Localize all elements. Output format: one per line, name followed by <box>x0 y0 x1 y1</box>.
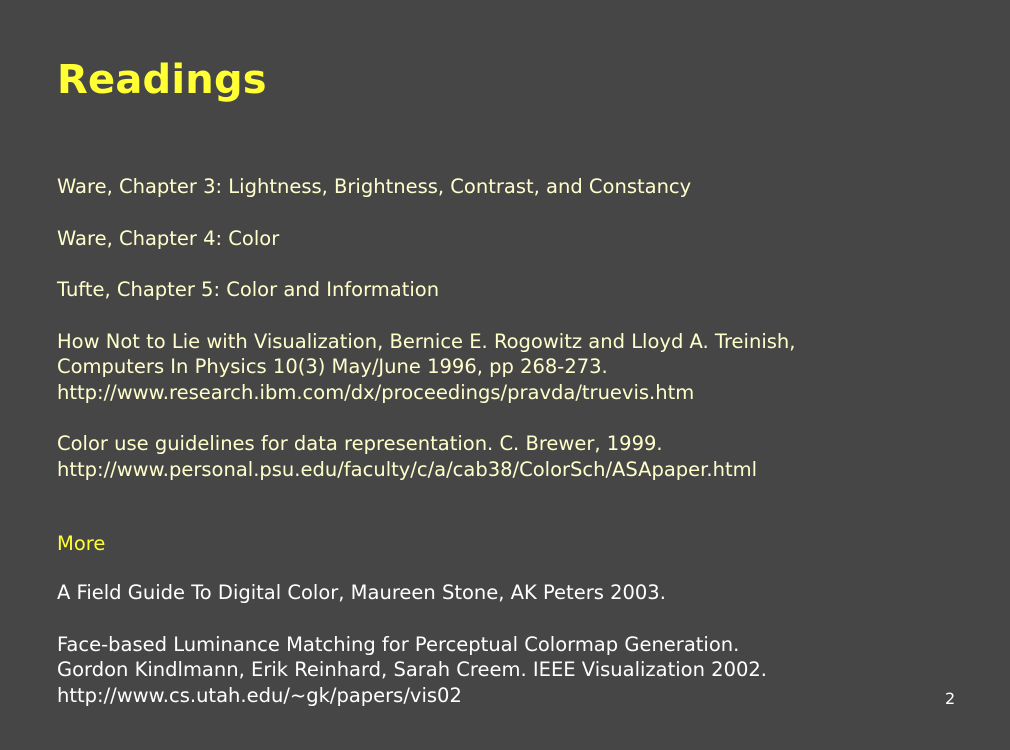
reading-url: http://www.research.ibm.com/dx/proceedings/pravda/truevis.htm <box>57 380 695 404</box>
reading-line: Ware, Chapter 3: Lightness, Brightness, Contrast, and Constancy <box>57 175 692 198</box>
page-number: 2 <box>945 689 956 708</box>
slide-title: Readings <box>57 57 267 103</box>
reading-line: Tufte, Chapter 5: Color and Information <box>57 278 440 301</box>
reading-item <box>57 174 957 200</box>
reading-url: http://www.personal.psu.edu/faculty/c/a/cab38/ColorSch/ASApaper.html <box>57 457 758 481</box>
more-readings-list <box>57 580 957 734</box>
more-reading-item <box>57 632 957 709</box>
reading-item <box>57 431 957 482</box>
reading-line: A Field Guide To Digital Color, Maureen Stone, AK Peters 2003. <box>57 581 666 604</box>
reading-line: Computers In Physics 10(3) May/June 1996, pp 268-273. <box>57 355 608 378</box>
reading-item <box>57 226 957 252</box>
more-reading-item <box>57 580 957 606</box>
reading-line: Ware, Chapter 4: Color <box>57 226 280 250</box>
reading-item <box>57 277 957 303</box>
reading-line: Gordon Kindlmann, Erik Reinhard, Sarah Creem. IEEE Visualization 2002. <box>57 658 767 681</box>
reading-item <box>57 329 957 406</box>
reading-line: Face-based Luminance Matching for Perceptual Colormap Generation. <box>57 632 740 656</box>
readings-list <box>57 174 957 508</box>
reading-url: http://www.cs.utah.edu/~gk/papers/vis02 <box>57 683 462 707</box>
reading-line: Color use guidelines for data representation. C. Brewer, 1999. <box>57 432 663 455</box>
reading-line: How Not to Lie with Visualization, Bernice E. Rogowitz and Lloyd A. Treinish, <box>57 329 796 353</box>
more-heading: More <box>57 532 106 555</box>
